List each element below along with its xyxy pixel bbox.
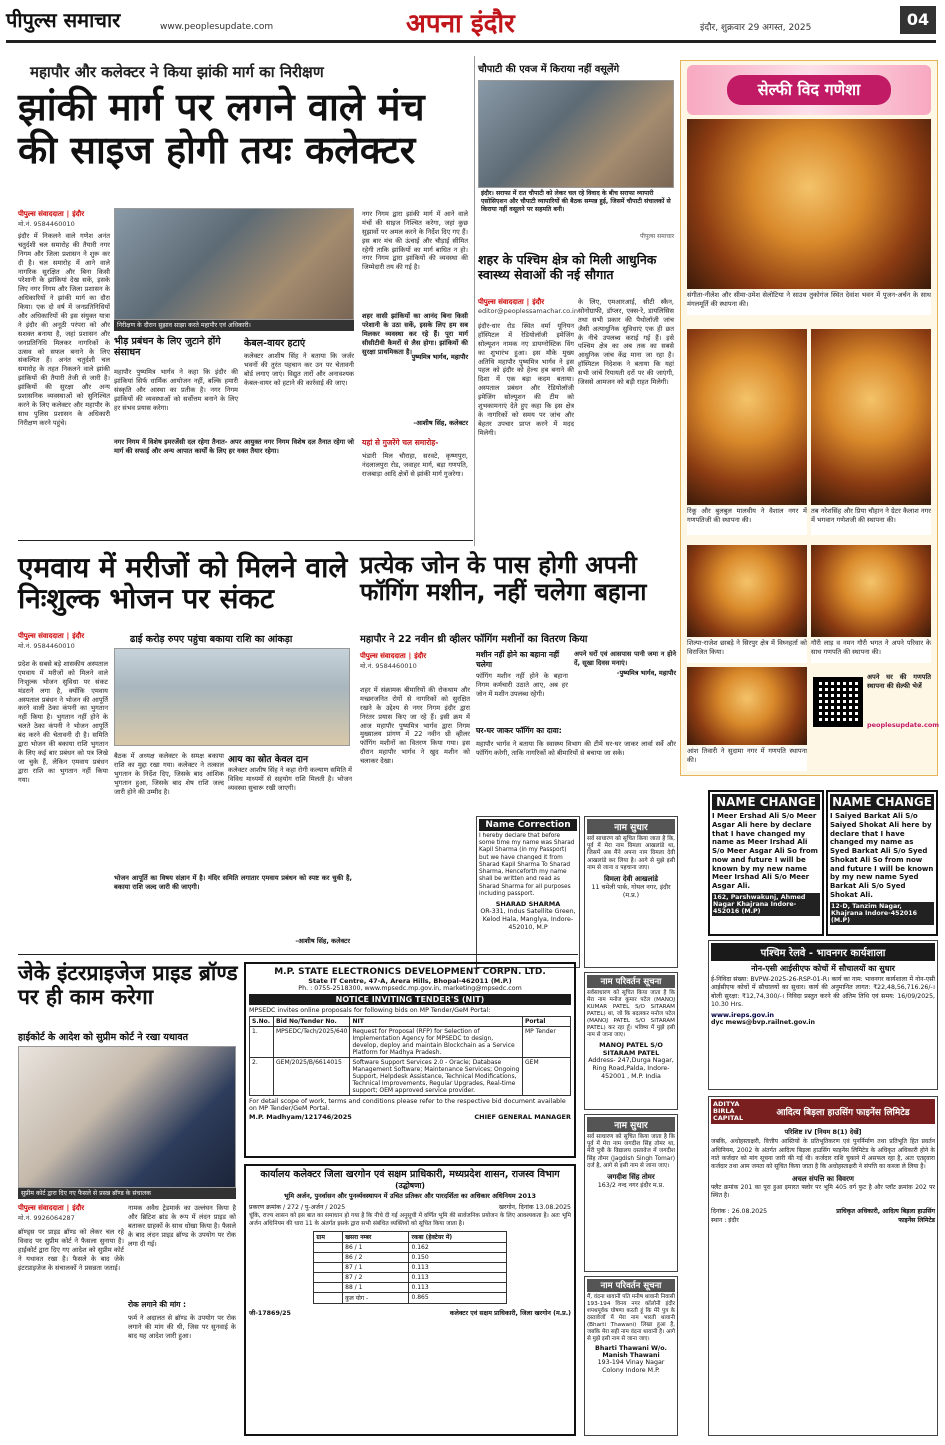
hospital-col2: के लिए, एमआरआई, सीटी स्कैन, सोनोग्राफी, डॉप्लर, एक्स-रे, डायलिसिस तथा सभी प्रकार की पैथोलॉजी जांच जैसी अत्याधुनिक सुविधाएं एक ही छत के नीचे उपलब्ध कराई गई हैं। इसे पश्चिम क्षेत्र का अब तक का सबसे आधुनिक जांच केंद्र माना जा रहा है। हॉस्पिटल निदेशक ने बताया कि यहां सभी जांचें रियायती दरों पर की जाएंगी, जिससे आमजन को बड़ी राहत मिलेगी। — [578, 298, 674, 387]
table-row: 86 / 1 0.162 — [314, 1243, 506, 1253]
mobile: मो.नं. 9584460010 — [18, 220, 75, 228]
section-title: अपना इंदौर — [406, 9, 515, 39]
collector-quote-by: -आशीष सिंह, कलेक्टर — [413, 419, 468, 427]
fogging-quote: अपने घरों एवं आसपास पानी जमा न होने दें, सूखा दिवस मनाएं। -पुष्यमित्र भार्गव, महापौर — [574, 650, 676, 677]
logo: पीपुल्स समाचार — [6, 8, 121, 32]
fogging-sub2-head: घर-घर जाकर फॉगिंग का दावा: — [476, 726, 562, 735]
qr-text: अपने घर की गणपति स्थापना की सेल्फी भेजें — [867, 673, 931, 690]
mymh-headline: एमवाय में मरीजों को मिलने वाले निःशुल्क भोजन पर संकट — [18, 551, 348, 616]
city: इंदौर — [72, 210, 85, 218]
website[interactable]: www.peoplesupdate.com — [160, 22, 274, 32]
table-row: 86 / 2 0.150 — [314, 1253, 506, 1263]
sub2-body: कलेक्टर आशीष सिंह ने बताया कि जर्जर भवनों की तुरंत पहचान कर उन पर चेतावनी बोर्ड लगाए जाएं। विद्युत तारों और अनावश्यक केबल-वायर को हटाने की कार्रवाई की जाए। — [244, 352, 354, 387]
chaupati-headline: चौपाटी की एवज में किराया नहीं वसूलेंगे — [478, 64, 620, 75]
divider — [18, 540, 473, 541]
selfie-photo-5 — [811, 545, 931, 637]
khargone-notice: कार्यालय कलेक्टर जिला खरगोन एवं सक्षम प्राधिकारी, मध्यप्रदेश शासन, राजस्व विभाग (उद्घोषणा) भूमि अर्जन, पुनर्वासन और पुनर्व्यवस्थापन में उचित प्रतिकर और पारदर्शिता का अधिकार अधिनियम 2013 प्रकरण क्रमांक / 272 / पु-अर्जन / 2025 खरगोन, दिनांक 13.08.2025 चूंकि, राज्य शासन को इस बात का समाधान हो गया है कि नीचे दी गई अनुसूची में वर्णित भूमि की सार्वजनिक प्रयोजन के लिए आवश्यकता है। अतः भूमि अर्जन अधिनियम की धारा 11 के अंतर्गत इसके द्वारा सभी संबंधित व्यक्तियों को सूचित किया जाता है। ग्राम खसरा नम्बर रकबा (हेक्टेयर में) 86 / 1 0.162 86 / 2 0.150 87 / 1 0.113 87 / 2 0.113 88 / 1 0.113 कुल योग - 0.865 जी-17869/25 कलेक्टर एवं सक्षम प्राधिकारी, जिला खरगोन (म.प्र.) — [244, 1164, 576, 1436]
masthead — [0, 0, 945, 48]
lead-photo — [114, 208, 354, 320]
lead-body: इंदौर में निकलने वाले गणेश अनंत चतुर्दशी चल समारोह की तैयारी नगर निगम और जिला प्रशासन ने शुरू कर दी है। चल समारोह में आने वाले नागरिक सुरक्षित और बिना किसी परेशानी के झांकियां देख सकें, इसके लिए नगर निगम और जिला प्रशासन के अधिकारियों ने झांकी मार्ग का दौरा किया। एक दो वर्ष में जनप्रतिनिधियों और अधिकारियों की इस संयुक्त यात्रा ने इंदौर की अनूठी परंपरा को और सशक्त बनाया है, जहां प्रशासन और जनप्रतिनिधि मिलकर नागरिकों के उत्सव को सफल बनाने के लिए संकल्पित हैं। अनंत चतुर्दशी चल समारोह के तहत निकलने वाले झांकी झांकियों की तैयारी तेजी से जारी है। झांकियों की सुरक्षा और अन्य प्रशासनिक व्यवस्थाओं को सुनिश्चित करने के लिए कलेक्टर और महापौर के साथ पुलिस प्रशासन के अधिकारी निरीक्षण करने पहुंचे। — [18, 232, 110, 427]
jk-body2: नामक अवैध ट्रेडमार्क का उल्लंघन किया है और ब्रिटिश ब्रांड के रूप में लंदन प्राइड को बताकर ग्राहकों के साथ धोखा किया है। फैसले के बाद लंदन प्राइड ब्रॉण्ड के उपयोग पर रोक लगा दी गई। — [128, 1204, 236, 1248]
route-body: भंडारी मिल चौराहा, सरवटे, कृष्णपुरा, नंदलालपुरा रोड, जवाहर मार्ग, बड़ा गणपति, राजबाड़ा आदि क्षेत्रों से झांकी मार्ग गुजरेगा। — [362, 452, 468, 478]
fogging-sub2-body: महापौर भार्गव ने बताया कि स्वास्थ्य विभाग की टीमें घर-घर जाकर लार्वा सर्वे और फॉगिंग करेगी, ताकि नागरिकों को बीमारियों से बचाया जा सके। — [476, 740, 676, 757]
fogging-byline: पीपुल्स संवाददाता | इंदौर मो.नं. 9584460010 — [360, 652, 427, 670]
jk-body: ब्रॉण्ड्स पर प्राइड ब्रॉण्ड को लेकर चल रहे विवाद पर सुप्रीम कोर्ट ने फैसला सुनाया है। हाईकोर्ट द्वारा दिए गए आदेश को सुप्रीम कोर्ट ने यथावत रखा है। फैसले के बाद जेके इंटरप्राइजेज के संचालकों ने प्रसन्नता जताई। — [18, 1228, 124, 1272]
hospital-email[interactable]: editor@peoplessamachar.co.in — [478, 307, 578, 315]
railway-tender: पश्चिम रेलवे - भावनगर कार्यशाला नोन-एसी आईसीएफ कोचों में सौचालयों का सुधार ई-निविदा संख्या: BVPW-2025-26-RSP-01-R। कार्य का नाम: भावनगर कार्यशाला में नोन-एसी आईसीएफ कोचों में सौचालयों का सुधार। कार्य की अनुमानित लागत: ₹22,48,56,716.26/-। बोली सुरक्षा: ₹12,74,300/-। निविदा प्रस्तुत करने की अंतिम तिथि एवं समय: 16/09/2025, 10.30 Hrs. www.ireps.gov.in dyc mews@bvp.railnet.gov.in — [708, 940, 938, 1090]
masthead-rule — [6, 40, 936, 43]
photo-credit: पीपुल्स समाचार — [640, 233, 675, 240]
naam-sudhar-box-2: नाम सुधार सर्व साधारण को सूचित किया जाता है कि पूर्व में मेरा नाम जगदीश सिंह तोमर था, मेरी पुत्री के विद्यालय दस्तावेज में जगदीश सिंह तोमर (Jagdish Singh Tomar) दर्ज है, आगे से इसी नाम से जाना जाए। जगदीश सिंह तोमर 163/2 नन्द नगर इंदौर म.प्र. — [584, 1114, 678, 1272]
selfie-photo-1 — [687, 119, 931, 289]
aditya-birla-notice: ADITYA BIRLA CAPITAL आदित्य बिड़ला हाउसिंग फाइनेंस लिमिटेड परिशिष्ट IV [नियम 8(1) देखें] जबकि, अधोहस्ताक्षरी, वित्तीय आस्तियों के प्रतिभूतिकरण एवं पुनर्निर्माण तथा प्रतिभूति हित प्रवर्तन अधिनियम, 2002 के अंतर्गत आदित्य बिड़ला हाउसिंग फाइनेंस लिमिटेड के अधिकृत अधिकारी होने के नाते कर्जदार को मांग सूचना जारी की गई थी। कर्जदार राशि चुकाने में असफल रहा है, अतः एतद्द्वारा कर्जदार तथा आम जनता को सूचित किया जाता है कि अधोहस्ताक्षरी ने संपत्ति का कब्जा ले लिया है। अचल संपत्ति का विवरण फ्लैट क्रमांक 201 का पूरा हुआ इमारत फ्लोर पर भूमि 405 वर्ग फुट है और प्लॉट क्रमांक 202 पर स्थित है। दिनांक : 26.08.2025 स्थान : इंदौर प्राधिकृत अधिकारी, आदित्य बिड़ला हाउसिंग फाइनेंस लिमिटेड — [708, 1096, 938, 1436]
jk-deck: हाईकोर्ट के आदेश को सुप्रीम कोर्ट ने रखा यथावत — [18, 1032, 189, 1043]
naam-sudhar-box-1: नाम सुधार सर्व साधारण को सूचित किया जाता है कि, पूर्व में मेरा नाम विमला आखलांडे था, जिसमें अब मैंने अपना नाम विमला देवी आखलांडे कर लिया है। आगे से मुझे इसी नाम से जाना व पहचाना जाए। विमला देवी आखलांडे 11 चमेली पार्क, गोयल नगर, इंदौर (म.प्र.) — [584, 816, 678, 968]
selfie-title: सेल्फी विद गणेशा — [727, 75, 891, 105]
date-line: इंदौर, शुक्रवार 29 अगस्त, 2025 — [700, 23, 812, 33]
name-change-box-1: NAME CHANGE I Meer Ershad Ali S/o Meer Asgar Ali here by declare that I have changed my name as Meer Irshad Ali S/o Meer Asgar Ali So from now and future I will be known by my new name Meer Irshad Ali S/o Meer Asgar Ali. 162, Parshwakunj, Ahmed Nagar Khajrana Indore-452016 (M.P) — [708, 790, 824, 936]
table-row: कुल योग - 0.865 — [314, 1293, 506, 1304]
mymh-body2: बैठक में अध्यक्ष कलेक्टर के समक्ष बकाया राशि का मुद्दा रखा गया। कलेक्टर ने तत्काल भुगतान के निर्देश दिए, जिसके बाद आंशिक भुगतान हुआ, जिसके बाद शेष राशि जल्द जारी होने की उम्मीद है। — [114, 752, 224, 796]
name-correction-box: Name Correction I hereby declare that before some time my name was Sharad Kapil Sharma (in my Passport) but we have changed it from Sharad Kapil Sharma To Sharad Sharma, Henceforth my name shall be written and read as Sharad Sharma for all purposes including passport. SHARAD SHARMA OR-331, Indus Satellite Green, Kelod Hala, Manglya, Indore-452010, M.P — [476, 816, 580, 968]
selfie-caption-4: शिल्पा-राजेश छाबड़े ने सिरपुर क्षेत्र में विघ्नहर्ता को विराजित किया। — [687, 639, 807, 663]
sub1-body: महापौर पुष्यमित्र भार्गव ने कहा कि इंदौर की झांकियां सिर्फ धार्मिक आयोजन नहीं, बल्कि हमारी संस्कृति और आस्था का प्रतीक है। नगर निगम झांकियों की व्यवस्थाओं को सर्वोत्तम बनाने के लिए हर संभव प्रयास करेगा। — [114, 368, 238, 412]
lead-col2: नगर निगम द्वारा झांकी मार्ग में आने वाले मंचों की साइज निश्चित करेगा, जहां कुछ सुझावों पर अमल करने के निर्देश दिए गए हैं। इस बार मंच की ऊंचाई और चौड़ाई सीमित रहेगी ताकि झांकियों का मार्ग बाधित न हो। नगर निगम द्वारा झांकियों की व्यवस्था की जिम्मेदारी तय की गई है। — [362, 210, 468, 272]
fogging-subbody: फॉगिंग मशीन नहीं होने के बहाना निगम कर्मचारी उठाते आए, अब हर जोन में मशीन उपलब्ध रहेगी। — [476, 672, 568, 698]
mayor-quote: शहर वासी झांकियों का आनंद बिना किसी परेशानी के उठा सकें, इसके लिए हम सब मिलकर व्यवस्था कर रहे हैं। पूरा मार्ग सीसीटीवी कैमरों से लैस होगा। झांकियों की सुरक्षा प्राथमिकता है। — [362, 312, 468, 356]
chaupati-caption: इंदौर। सराफा में रात चौपाटी को लेकर चल रहे विवाद के बीच सराफा व्यापारी एसोसिएशन और चौपाटी व्यापारियों की बैठक सम्पन्न हुई, जिसमें चौपाटी संचालकों से किराया नहीं वसूलने पर सहमति बनी। — [478, 188, 674, 230]
selfie-photo-2 — [687, 329, 807, 505]
name-change-box-2: NAME CHANGE I Saiyed Barkat Ali S/o Saiyed Shokat Ali here by declare that I have changed my name as Syed Barkat Ali S/o Syed Shokat Ali So from now and future I will be known by my new name Syed Barkat Ali S/o Syed Shokat Ali. 12-D, Tanzim Nagar, Khajrana Indore-452016 (M.P) — [826, 790, 938, 936]
selfie-caption-2: रिंकू और बुलबुल मालवीय ने वैशाल नगर में गणपतिजी की स्थापना की। — [687, 507, 807, 535]
mymh-quote-by: -आशीष सिंह, कलेक्टर — [295, 937, 350, 945]
selfie-photo-4 — [687, 545, 807, 637]
route-head: यहां से गुजरेंगे चल समारोह- — [362, 438, 439, 447]
lead-photo-caption: निरीक्षण के दौरान सुझाव साझा करते महापौर एवं अधिकारी। — [114, 320, 354, 331]
mymh-body: प्रदेश के सबसे बड़े शासकीय अस्पताल एमवाय में मरीजों को मिलने वाले निःशुल्क भोजन सुविधा पर संकट मंडराने लगा है, क्योंकि एमवाय अस्पताल प्रबंधन ने भोजन की आपूर्ति करने वाली ठेका कंपनी का भुगतान नहीं किया है। भुगतान नहीं होने के चलते ठेका कंपनी ने भोजन आपूर्ति बंद करने की चेतावनी दी है। समिति द्वारा भोजन की बकाया राशि भुगतान के लिए कई बार प्रबंधन को पत्र लिखे जा चुके हैं, लेकिन एमवाय प्रबंधन द्वारा राशि का भुगतान नहीं किया गया। — [18, 660, 108, 784]
fogging-headline: प्रत्येक जोन के पास होगी अपनी फॉगिंग मशीन, नहीं चलेगा बहाना — [360, 551, 647, 606]
fogging-body: शहर में संक्रामक बीमारियों की रोकथाम और मच्छरजनित रोगों से नागरिकों को सुरक्षित रखने के उद्देश्य से नगर निगम इंदौर द्वारा निरंतर प्रयास किए जा रहे हैं। इसी क्रम में आज महापौर पुष्यमित्र भार्गव द्वारा निगम मुख्यालय प्रांगण में 22 नवीन थ्री व्हीलर फॉगिंग मशीनों का वितरण किया गया। इस दौरान महापौर भार्गव ने खुद मशीन को चलाकर देखा। — [360, 686, 470, 766]
selfie-caption-6: आंश तिवारी ने सुदामा नगर में गणपति स्थापना की। — [687, 747, 807, 771]
selfie-caption-5: गौरी लाड़ व नमन गौरी भगत ने अपने परिवार के साथ गणपति की स्थापना की। — [811, 639, 931, 663]
lead-headline: झांकी मार्ग पर लगने वाले मंच की साइज होगी तयः कलेक्टर — [18, 85, 425, 172]
selfie-photo-6 — [687, 667, 807, 745]
mymh-byline: पीपुल्स संवाददाता | इंदौर मो.नं. 9584460010 — [18, 632, 85, 650]
table-row: 88 / 1 0.113 — [314, 1283, 506, 1293]
aditya-header: ADITYA BIRLA CAPITAL आदित्य बिड़ला हाउसिंग फाइनेंस लिमिटेड — [711, 1099, 935, 1124]
name-correction-title: Name Correction — [479, 819, 577, 831]
hospital-headline: शहर के पश्चिम क्षेत्र को मिली आधुनिक स्वास्थ्य सेवाओं की नई सौगात — [478, 252, 657, 282]
jk-byline: पीपुल्स संवाददाता | इंदौर मो.नं. 9926064287 — [18, 1204, 85, 1222]
hospital-body: इंदौर-धार रोड स्थित वर्मा यूनियन हॉस्पिटल में रेडियोलॉजी इमेजिंग सोल्यूशन नामक नए डायग्नोस्टिक विंग का शुभारंभ हुआ। इस मौके मुख्य अतिथि महापौर पुष्यमित्र भार्गव ने इस पहल को इंदौर को हेल्थ हब बनाने की दिशा में एक बड़ा कदम बताया। अस्पताल प्रबंधन और रेडियोलॉजी इमेजिंग सोल्यूशन की टीम को शुभकामनाएं देते हुए कहा कि इस क्षेत्र के नागरिकों को समय पर जांच और बेहतर उपचार प्राप्त करने में मदद मिलेगी। — [478, 322, 574, 437]
table-row: 2. GEM/2025/B/6614015 Software Support Services 2.0 - Oracle; Database Management Software; Maintenance Services; Ongoing Support, Helpdesk Assistance, Technical Modifications, Technical Improvements, Regular Upgrades, Real-time support; OEM approved service provider. GEM — [250, 1058, 571, 1096]
hospital-byline: पीपुल्स संवाददाता | इंदौर editor@peoplessamachar.co.in — [478, 298, 578, 315]
mayor-quote-by: पुष्यमित्र भार्गव, महापौर — [411, 353, 468, 361]
selfie-banner — [687, 65, 931, 115]
jk-subbody: फर्म ने अदालत से ब्रॉण्ड के उपयोग पर रोक लगाने की मांग की थी, जिस पर सुनवाई के बाद यह आदेश जारी हुआ। — [128, 1314, 236, 1340]
table-row: 1. MPSEDC/Tech/2025/640 Request for Proposal (RFP) for Selection of Implementation Agency for MPSEDC to design, develop, deploy and maintain Blockchain as a Service Platform for Madhya Pradesh. MP Tender — [250, 1027, 571, 1058]
khasra-table: ग्राम खसरा नम्बर रकबा (हेक्टेयर में) 86 / 1 0.162 86 / 2 0.150 87 / 1 0.113 87 / 2 0.113 88 / 1 0.113 कुल योग - 0.865 — [313, 1231, 506, 1304]
sub1-head: भीड़ प्रबंधन के लिए जुटाने होंगे संसाधन — [114, 336, 221, 359]
lead-bottom-strip: नगर निगम में विशेष इमरजेंसी दल रहेगा तैनात- अपर आयुक्त नगर निगम विशेष दल तैनात रहेगा जो मार्ग की सफाई और अन्य आपात कार्यों के लिए हर वक्त तैयार रहेगा। — [114, 438, 354, 455]
naam-parivartan-box-1: नाम परिवर्तन सूचना सर्वसाधारण को सूचित किया जाता है कि मेरा नाम मनोज कुमार पटेल (MANOJ KUMAR PATEL S/O SITARAM PATEL) था, जो कि बदलकर मनोज पटेल (MANOJ PATEL S/O SITARAM PATEL) कर रहा हूँ। भविष्य में मुझे इसी नाम से जाना जाए। MANOJ PATEL S/O SITARAM PATEL Address- 247,Durga Nagar, Ring Road,Palda, Indore- 452001 , M.P. India — [584, 972, 678, 1110]
mymh-quote: भोजन आपूर्ति का विषय संज्ञान में है। मंदिर समिति लगातार एमवाय प्रबंधन को स्पष्ट कर चुकी है, बकाया राशि जल्द जारी की जाएगी। — [114, 874, 352, 891]
jk-headline: जेके इंटरप्राइजेज प्राइड ब्रॉण्ड पर ही काम करेगा — [18, 961, 238, 1009]
tender-table: S.No. Bid No/Tender No. NIT Portal 1. MPSEDC/Tech/2025/640 Request for Proposal (RFP) for Selection of Implementation Agency for MPSEDC to design, develop, deploy and maintain Blockchain as a Service Platform for Madhya Pradesh. MP Tender 2. GEM/2025/B/6614015 Software Support Services 2.0 - Oracle; Database Management Software; Maintenance Services; Ongoing Support, Helpdesk Assistance, Technical Modifications, Technical Improvements, Regular Upgrades, Real-time support; OEM approved service provider. GEM — [249, 1016, 571, 1096]
lead-byline-block: पीपुल्स संवाददाता | इंदौर मो.नं. 9584460010 — [18, 210, 168, 231]
jk-photo — [18, 1046, 236, 1188]
byline: पीपुल्स संवाददाता — [18, 210, 64, 218]
selfie-caption-1: संगीता-नीलेश और सीमा-उमेश सेलोटिया ने साउथ तुकोगंज स्थित देवांश भवन में पूजन-अर्चन के साथ मंगलमूर्ति की स्थापना की। — [687, 291, 931, 315]
section-rule — [18, 954, 578, 955]
mymh-deck: ढाई करोड़ रुपए पहुंचा बकाया राशि का आंकड़ा — [130, 634, 293, 645]
mymh-subhead: आय का स्रोत केवल दान — [228, 755, 308, 765]
mpsedc-tender: M.P. STATE ELECTRONICS DEVELOPMENT CORPN. LTD. State IT Centre, 47-A, Arera Hills, Bhopal-462011 (M.P.) Ph. : 0755-2518300, www.mpsedc.mp.gov.in, marketing@mpsedc.com NOTICE INVITING TENDER'S (NIT) MPSEDC invites online proposals for following bids on MP Tender/GeM Portal: S.No. Bid No/Tender No. NIT Portal 1. MPSEDC/Tech/2025/640 Request for Proposal (RFP) for Selection of Implementation Agency for MPSEDC to design, develop, deploy and maintain Blockchain as a Service Platform for Madhya Pradesh. MP Tender 2. GEM/2025/B/6614015 Software Support Services 2.0 - Oracle; Database Management Software; Maintenance Services; Ongoing Support, Helpdesk Assistance, Technical Modifications, Technical Improvements, Regular Upgrades, Real-time support; OEM approved service provider. GEM For detail scope of work, terms and conditions please refer to the respective bid document available on MP Tender/GeM Portal. M.P. Madhyam/121746/2025 CHIEF GENERAL MANAGER — [244, 962, 576, 1158]
jk-subhead: रोक लगाने की मांग : — [128, 1300, 186, 1309]
sub2-head: केबल-वायर हटाएं — [244, 338, 306, 349]
selfie-photo-3 — [811, 329, 931, 505]
lead-kicker: महापौर और कलेक्टर ने किया झांकी मार्ग का निरीक्षण — [30, 63, 324, 81]
qr-code[interactable] — [813, 677, 863, 727]
mymh-subbody: कलेक्टर आशीष सिंह ने कहा रोगी कल्याण समिति में विविध माध्यमों से सहयोग राशि मिलती है। भोजन व्यवस्था सुचारू रखी जाएगी। — [228, 766, 352, 792]
page-number: 04 — [900, 6, 936, 34]
qr-site[interactable]: peoplesupdate.com — [867, 721, 940, 729]
table-row: 87 / 1 0.113 — [314, 1263, 506, 1273]
fogging-deck: महापौर ने 22 नवीन थ्री व्हीलर फॉगिंग मशीनों का वितरण किया — [360, 634, 588, 645]
fogging-subhead: मशीन नहीं होने का बहाना नहीं चलेगा — [476, 650, 560, 669]
selfie-caption-3: तब नरेशसिंह और प्रिया चौहान ने ग्रेटर कैलाश नगर में भगवान गणेशजी की स्थापना की। — [811, 507, 931, 535]
selfie-panel — [680, 60, 938, 776]
jk-photo-caption: सुप्रीम कोर्ट द्वारा दिए गए फैसले से प्रसन्न ब्रॉण्ड के संचालक — [18, 1188, 236, 1199]
chaupati-photo — [478, 80, 674, 188]
naam-parivartan-box-2: नाम परिवर्तन सूचना मैं, वंदना थावानी पति मनीष थावानी निवासी 193-194 विनय नगर कॉलोनी इंदौर शपथपूर्वक घोषणा करती हूं कि मेरे पुत्र के दस्तावेजों में मेरा नाम भारती थावानी (Bharti Thawani) लिखा हुआ है, जबकि मेरा सही नाम वंदना थावानी है। आगे से मुझे इसी नाम से जाना जाए। Bharti Thawani W/o. Manish Thawani 193-194 Vinay Nagar Colony Indore M.P. — [584, 1276, 678, 1436]
aditya-logo: ADITYA BIRLA CAPITAL — [713, 1100, 744, 1123]
column-rule — [474, 56, 475, 546]
mymh-photo — [114, 648, 350, 746]
table-row: 87 / 2 0.113 — [314, 1273, 506, 1283]
